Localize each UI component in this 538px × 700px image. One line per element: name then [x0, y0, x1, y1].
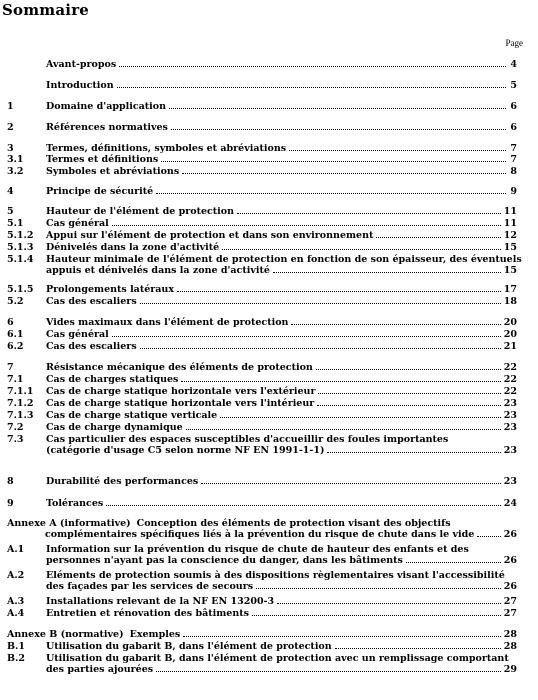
toc-entry-title: Vides maximaux dans l'élément de protection: [46, 317, 289, 328]
toc-entry-number: 5.2: [7, 296, 24, 307]
toc-entry[interactable]: [7, 101, 517, 112]
toc-entry-number: 4: [7, 186, 14, 197]
toc-entry-number: A.2: [7, 570, 25, 581]
toc-entry[interactable]: [7, 206, 517, 217]
toc-entry[interactable]: [7, 230, 517, 241]
toc-entry-number: 7.3: [7, 434, 24, 445]
toc-entry-title: Conception des éléments de protection visant des objectifs: [136, 518, 451, 529]
toc-entry-page: 24: [503, 498, 517, 509]
toc-entry[interactable]: [7, 422, 517, 433]
dot-leader: [291, 324, 500, 325]
toc-entry-page: 15: [503, 265, 517, 277]
toc-entry[interactable]: [7, 374, 517, 385]
toc-entry-number: 7: [7, 362, 14, 373]
toc-entry-title: Cas général: [46, 329, 109, 340]
toc-entry[interactable]: [7, 608, 517, 619]
toc-entry-page: 7: [510, 154, 517, 165]
dot-leader: [237, 213, 501, 214]
toc-entry[interactable]: [7, 329, 517, 340]
toc-entry-number: 3.1: [7, 154, 24, 165]
toc-entry-number: B.2: [7, 653, 25, 664]
toc-entry-number: 5.1.5: [7, 284, 34, 295]
toc-entry-number: 7.1: [7, 374, 24, 385]
dot-leader: [156, 193, 506, 194]
dot-leader: [112, 336, 501, 337]
toc-entry-number: 5.1: [7, 218, 24, 229]
toc-entry-page: 23: [503, 398, 517, 409]
dot-leader: [318, 393, 500, 394]
toc-entry-number: 3.2: [7, 166, 24, 177]
toc-entry-title: Références normatives: [46, 122, 168, 133]
toc-entry-number: A.3: [7, 596, 25, 607]
toc-entry-title: Hauteur minimale de l'élément de protection en fonction de son épaisseur, des éventuels: [46, 254, 522, 265]
toc-entry-number: 6.2: [7, 341, 24, 352]
toc-entry[interactable]: [7, 218, 517, 229]
toc-entry-page: 15: [503, 242, 517, 253]
page-title: Sommaire: [2, 1, 90, 19]
toc-entry-number: Annexe B (normative): [7, 629, 124, 640]
dot-leader: [169, 108, 506, 109]
toc-entry-number: 7.1.2: [7, 398, 34, 409]
toc-entry-title: Symboles et abréviations: [46, 166, 180, 177]
toc-entry-number: 2: [7, 122, 14, 133]
toc-entry-title: Cas de charge statique horizontale vers l'intérieur: [46, 398, 315, 409]
dot-leader: [140, 303, 501, 304]
toc-entry-number: 5.1.3: [7, 242, 34, 253]
toc-entry-page: 5: [510, 80, 517, 91]
toc-entry[interactable]: [7, 296, 517, 307]
dot-leader: [335, 648, 501, 649]
toc-entry[interactable]: [7, 570, 517, 592]
toc-entry-number: 7.1.3: [7, 410, 34, 421]
toc-entry-number: 6: [7, 317, 14, 328]
toc-entry-title: Cas des escaliers: [46, 341, 137, 352]
toc-entry[interactable]: [7, 154, 517, 165]
toc-entry-number: 3: [7, 143, 14, 154]
toc-entry-number: 7.2: [7, 422, 24, 433]
toc-entry[interactable]: [7, 386, 517, 397]
toc-entry-page: 7: [510, 143, 517, 154]
toc-entry[interactable]: [7, 362, 517, 373]
toc-entry-title: Cas de charges statiques: [46, 374, 179, 385]
toc-entry[interactable]: [7, 242, 517, 253]
toc-entry-title: Cas général: [46, 218, 109, 229]
dot-leader: [171, 129, 506, 130]
toc-entry-number: 8: [7, 476, 14, 487]
toc-entry[interactable]: [7, 317, 517, 328]
toc-entry-page: 6: [510, 101, 517, 112]
dot-leader: [277, 603, 501, 604]
dot-leader: [156, 671, 501, 672]
toc-entry-title: Eléments de protection soumis à des dispositions règlementaires visant l'accessibilité: [46, 570, 505, 581]
toc-entry-number: Annexe A (informative): [7, 518, 131, 529]
toc-entry[interactable]: [7, 166, 517, 177]
dot-leader: [181, 381, 500, 382]
toc-entry-title: Termes et définitions: [46, 154, 159, 165]
toc-entry[interactable]: [7, 122, 517, 133]
toc-entry-page: 21: [503, 341, 517, 352]
toc-entry-page: 26: [503, 581, 517, 593]
toc-entry-page: 22: [503, 362, 517, 373]
toc-entry-page: 18: [503, 296, 517, 307]
dot-leader: [186, 429, 501, 430]
toc-entry[interactable]: [7, 143, 517, 154]
toc-entry-title-continued: (catégorie d'usage C5 selon norme NF EN 1991-1-1): [46, 445, 325, 457]
toc-entry-number: 9: [7, 498, 14, 509]
toc-entry-title: Introduction: [46, 80, 114, 91]
toc-entry-number: 5.1.4: [7, 254, 34, 265]
toc-entry-title: Cas des escaliers: [46, 296, 137, 307]
toc-entry[interactable]: [7, 398, 517, 409]
toc-entry-number: B.1: [7, 641, 25, 652]
toc-entry-number: 1: [7, 101, 14, 112]
toc-entry-number: 6.1: [7, 329, 24, 340]
dot-leader: [117, 87, 506, 88]
toc-entry[interactable]: [7, 629, 517, 640]
toc-entry-title: Cas de charge dynamique: [46, 422, 183, 433]
toc-entry-title-continued: des façades par les services de secours: [46, 581, 254, 593]
dot-leader: [256, 588, 501, 589]
dot-leader: [119, 66, 506, 67]
toc-entry-title-continued: appuis et dénivelés dans la zone d'activité: [46, 265, 270, 277]
toc-entry-title: Exemples: [129, 629, 181, 640]
dot-leader: [406, 562, 501, 563]
dot-leader: [183, 636, 501, 637]
dot-leader: [317, 405, 501, 406]
toc-entry-title: Utilisation du gabarit B, dans l'élément de protection: [46, 641, 332, 652]
dot-leader: [316, 369, 501, 370]
toc-entry-page: 6: [510, 122, 517, 133]
page-column-label: Page: [505, 38, 523, 48]
toc-entry[interactable]: [7, 476, 517, 487]
dot-leader: [273, 272, 501, 273]
toc-entry-title: Appui sur l'élément de protection et dans son environnement: [46, 230, 374, 241]
toc-entry-page: 26: [503, 555, 517, 567]
toc-entry-title: Hauteur de l'élément de protection: [46, 206, 235, 217]
dot-leader: [222, 249, 501, 250]
toc-entry-title: Information sur la prévention du risque de chute de hauteur des enfants et des: [46, 544, 469, 555]
toc-entry-number: A.4: [7, 608, 25, 619]
toc-entry-page: 4: [510, 59, 517, 70]
toc-entry-page: 11: [503, 206, 517, 217]
toc-entry[interactable]: [7, 284, 517, 295]
toc-entry[interactable]: [7, 186, 517, 197]
toc-entry[interactable]: [7, 59, 517, 70]
toc-entry-page: 20: [503, 329, 517, 340]
toc-entry-number: 5: [7, 206, 14, 217]
toc-entry[interactable]: [7, 410, 517, 421]
toc-entry-number: A.1: [7, 544, 25, 555]
toc-entry-title: Utilisation du gabarit B, dans l'élément de protection avec un remplissage comportant: [46, 653, 509, 664]
toc-entry[interactable]: [7, 341, 517, 352]
toc-entry-title: Résistance mécanique des éléments de protection: [46, 362, 313, 373]
toc-entry[interactable]: [7, 653, 517, 675]
dot-leader: [161, 161, 506, 162]
dot-leader: [477, 536, 500, 537]
toc-entry[interactable]: [7, 641, 517, 652]
toc-entry-page: 27: [503, 596, 517, 607]
toc-entry-page: 23: [503, 476, 517, 487]
toc-entry-page: 22: [503, 386, 517, 397]
dot-leader: [376, 237, 500, 238]
toc-entry-page: 12: [503, 230, 517, 241]
toc-entry-number: 7.1.1: [7, 386, 34, 397]
toc-entry-page: 23: [503, 410, 517, 421]
dot-leader: [112, 225, 501, 226]
toc-entry-title-continued: personnes n'ayant pas la conscience du danger, dans les bâtiments: [46, 555, 403, 567]
toc-entry-page: 28: [503, 641, 517, 652]
toc-entry-page: 23: [503, 422, 517, 433]
toc-entry-title: Tolérances: [46, 498, 104, 509]
toc-entry-page: 29: [503, 664, 517, 676]
toc-entry-number: 5.1.2: [7, 230, 34, 241]
toc-entry-title: Durabilité des performances: [46, 476, 199, 487]
toc-entry-page: 23: [503, 445, 517, 457]
dot-leader: [182, 173, 506, 174]
toc-entry-title: Installations relevant de la NF EN 13200-3: [46, 596, 275, 607]
toc-entry[interactable]: [7, 544, 517, 566]
dot-leader: [252, 615, 501, 616]
dot-leader: [177, 291, 501, 292]
toc-entry-page: 22: [503, 374, 517, 385]
dot-leader: [140, 348, 501, 349]
toc-entry-page: 20: [503, 317, 517, 328]
toc-entry-title: Avant-propos: [46, 59, 117, 70]
toc-entry-page: 11: [503, 218, 517, 229]
toc-entry[interactable]: [7, 596, 517, 607]
toc-entry-title-continued: des parties ajourées: [46, 664, 154, 676]
toc-entry-title: Domaine d'application: [46, 101, 167, 112]
toc-entry-page: 17: [503, 284, 517, 295]
toc-entry[interactable]: [7, 518, 517, 540]
toc-entry-title: Termes, définitions, symboles et abréviations: [46, 143, 287, 154]
toc-entry-title: Cas particulier des espaces susceptibles d'accueillir des foules importantes: [46, 434, 449, 445]
toc-entry[interactable]: [7, 498, 517, 509]
toc-entry-title: Principe de sécurité: [46, 186, 154, 197]
toc-entry-page: 9: [510, 186, 517, 197]
toc-entry[interactable]: [7, 80, 517, 91]
dot-leader: [289, 150, 506, 151]
toc-entry-page: 27: [503, 608, 517, 619]
dot-leader: [201, 483, 500, 484]
dot-leader: [106, 505, 501, 506]
toc-entry-page: 8: [510, 166, 517, 177]
toc-entry[interactable]: [7, 254, 522, 277]
toc-entry-title: Dénivelés dans la zone d'activité: [46, 242, 220, 253]
toc-entry-title: Entretien et rénovation des bâtiments: [46, 608, 249, 619]
toc-entry-title: Cas de charge statique horizontale vers l'extérieur: [46, 386, 316, 397]
toc-entry-title: Cas de charge statique verticale: [46, 410, 218, 421]
toc-entry-page: 26: [503, 529, 517, 541]
toc-entry-title: Prolongements latéraux: [46, 284, 174, 295]
toc-entry-page: 28: [503, 629, 517, 640]
dot-leader: [220, 417, 501, 418]
dot-leader: [327, 452, 500, 453]
toc-entry[interactable]: [7, 434, 517, 456]
toc-entry-title-continued: complémentaires spécifiques liés à la prévention du risque de chute dans le vide: [45, 529, 475, 541]
